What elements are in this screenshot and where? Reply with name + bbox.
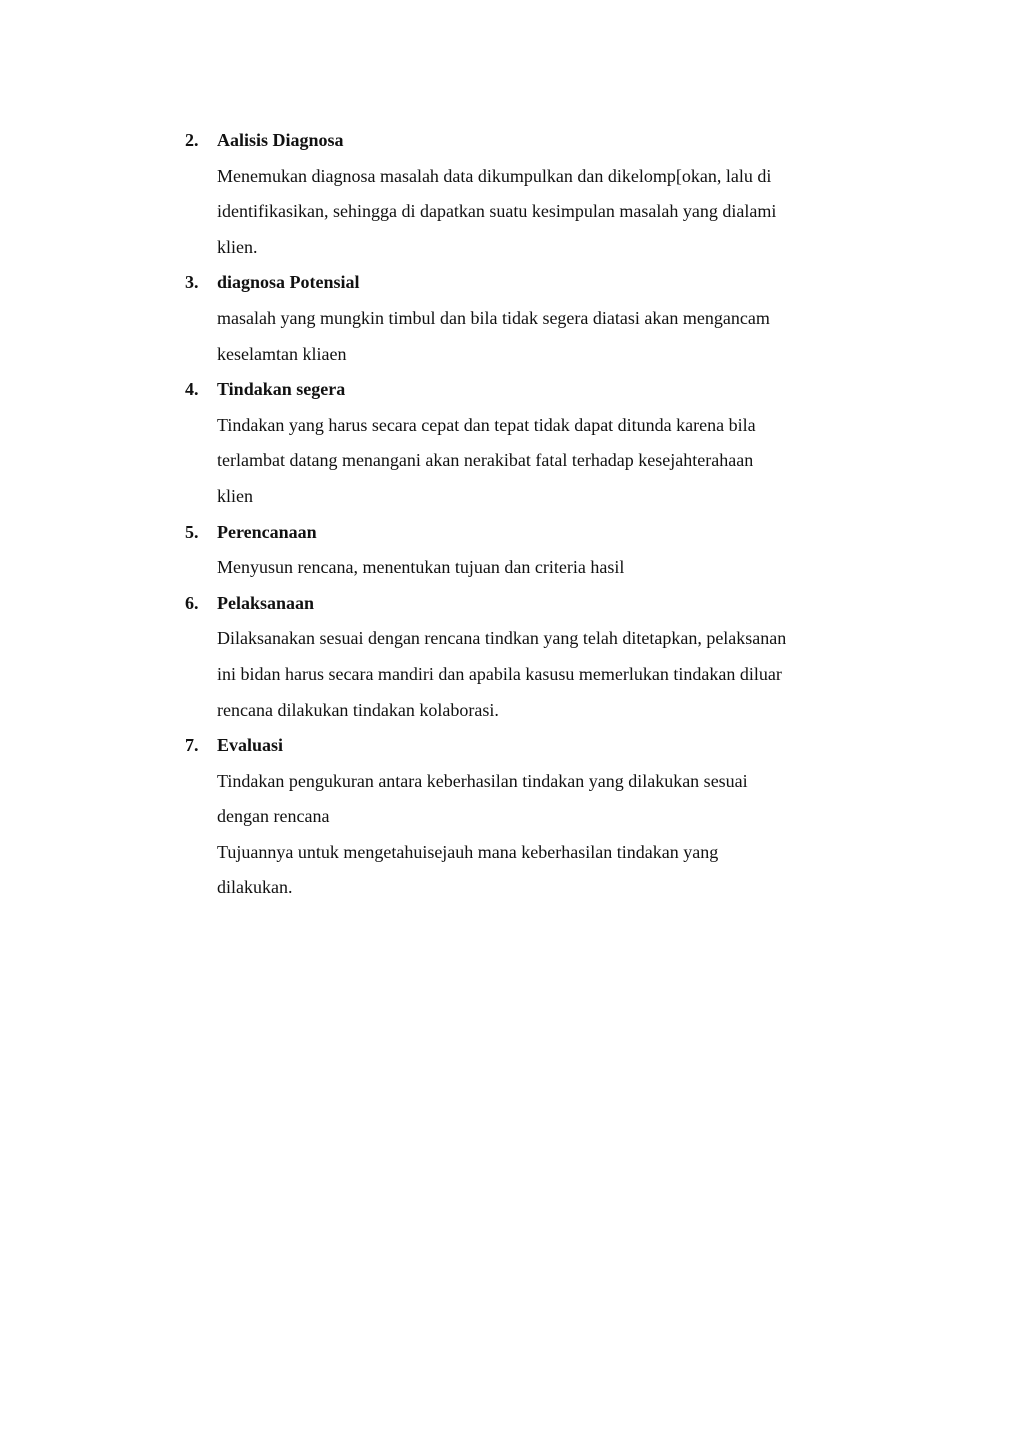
item-number: 2.	[185, 130, 199, 150]
item-text-line: ini bidan harus secara mandiri dan apabila kasusu memerlukan tindakan diluar	[217, 663, 782, 684]
item-text-line: Tindakan pengukuran antara keberhasilan tindakan yang dilakukan sesuai	[217, 770, 748, 791]
item-title: Aalisis Diagnosa	[217, 130, 344, 150]
item-text-line: klien.	[217, 236, 258, 257]
item-text-line: terlambat datang menangani akan nerakibat fatal terhadap kesejahterahaan	[217, 450, 754, 471]
item-title: Perencanaan	[217, 521, 317, 542]
item-text-line: Tujuannya untuk mengetahuisejauh mana keberhasilan tindakan yang	[217, 841, 719, 862]
item-number: 5.	[185, 521, 199, 542]
list-item-4	[185, 372, 885, 514]
list-item-5	[185, 515, 885, 586]
item-title: diagnosa Potensial	[217, 272, 360, 293]
item-text-line: Tindakan yang harus secara cepat dan tepat tidak dapat ditunda karena bila	[217, 414, 756, 435]
list-item-7	[185, 728, 885, 906]
item-text-line: identifikasikan, sehingga di dapatkan suatu kesimpulan masalah yang dialami	[217, 201, 777, 222]
item-number: 7.	[185, 735, 199, 756]
item-title: Evaluasi	[217, 735, 284, 756]
list-item-6	[185, 586, 885, 728]
item-text-line: dengan rencana	[217, 806, 330, 827]
item-number: 4.	[185, 379, 199, 400]
item-text-line: klien	[217, 485, 253, 506]
item-text-line: rencana dilakukan tindakan kolaborasi.	[217, 699, 499, 720]
list-item-3	[185, 265, 885, 372]
item-text-line: Menemukan diagnosa masalah data dikumpulkan dan dikelomp[okan, lalu di	[217, 165, 772, 186]
item-number: 3.	[185, 272, 199, 293]
item-text-line: Dilaksanakan sesuai dengan rencana tindkan yang telah ditetapkan, pelaksanan	[217, 628, 787, 649]
numbered-list	[185, 123, 885, 906]
item-title: Pelaksanaan	[217, 592, 315, 613]
item-text-line: keselamtan kliaen	[217, 343, 347, 364]
item-title: Tindakan segera	[217, 379, 346, 400]
item-text-line: Menyusun rencana, menentukan tujuan dan criteria hasil	[217, 557, 625, 578]
item-text-line: dilakukan.	[217, 877, 293, 898]
item-number: 6.	[185, 592, 199, 613]
item-text-line: masalah yang mungkin timbul dan bila tidak segera diatasi akan mengancam	[217, 307, 770, 328]
list-item-2	[185, 123, 885, 265]
